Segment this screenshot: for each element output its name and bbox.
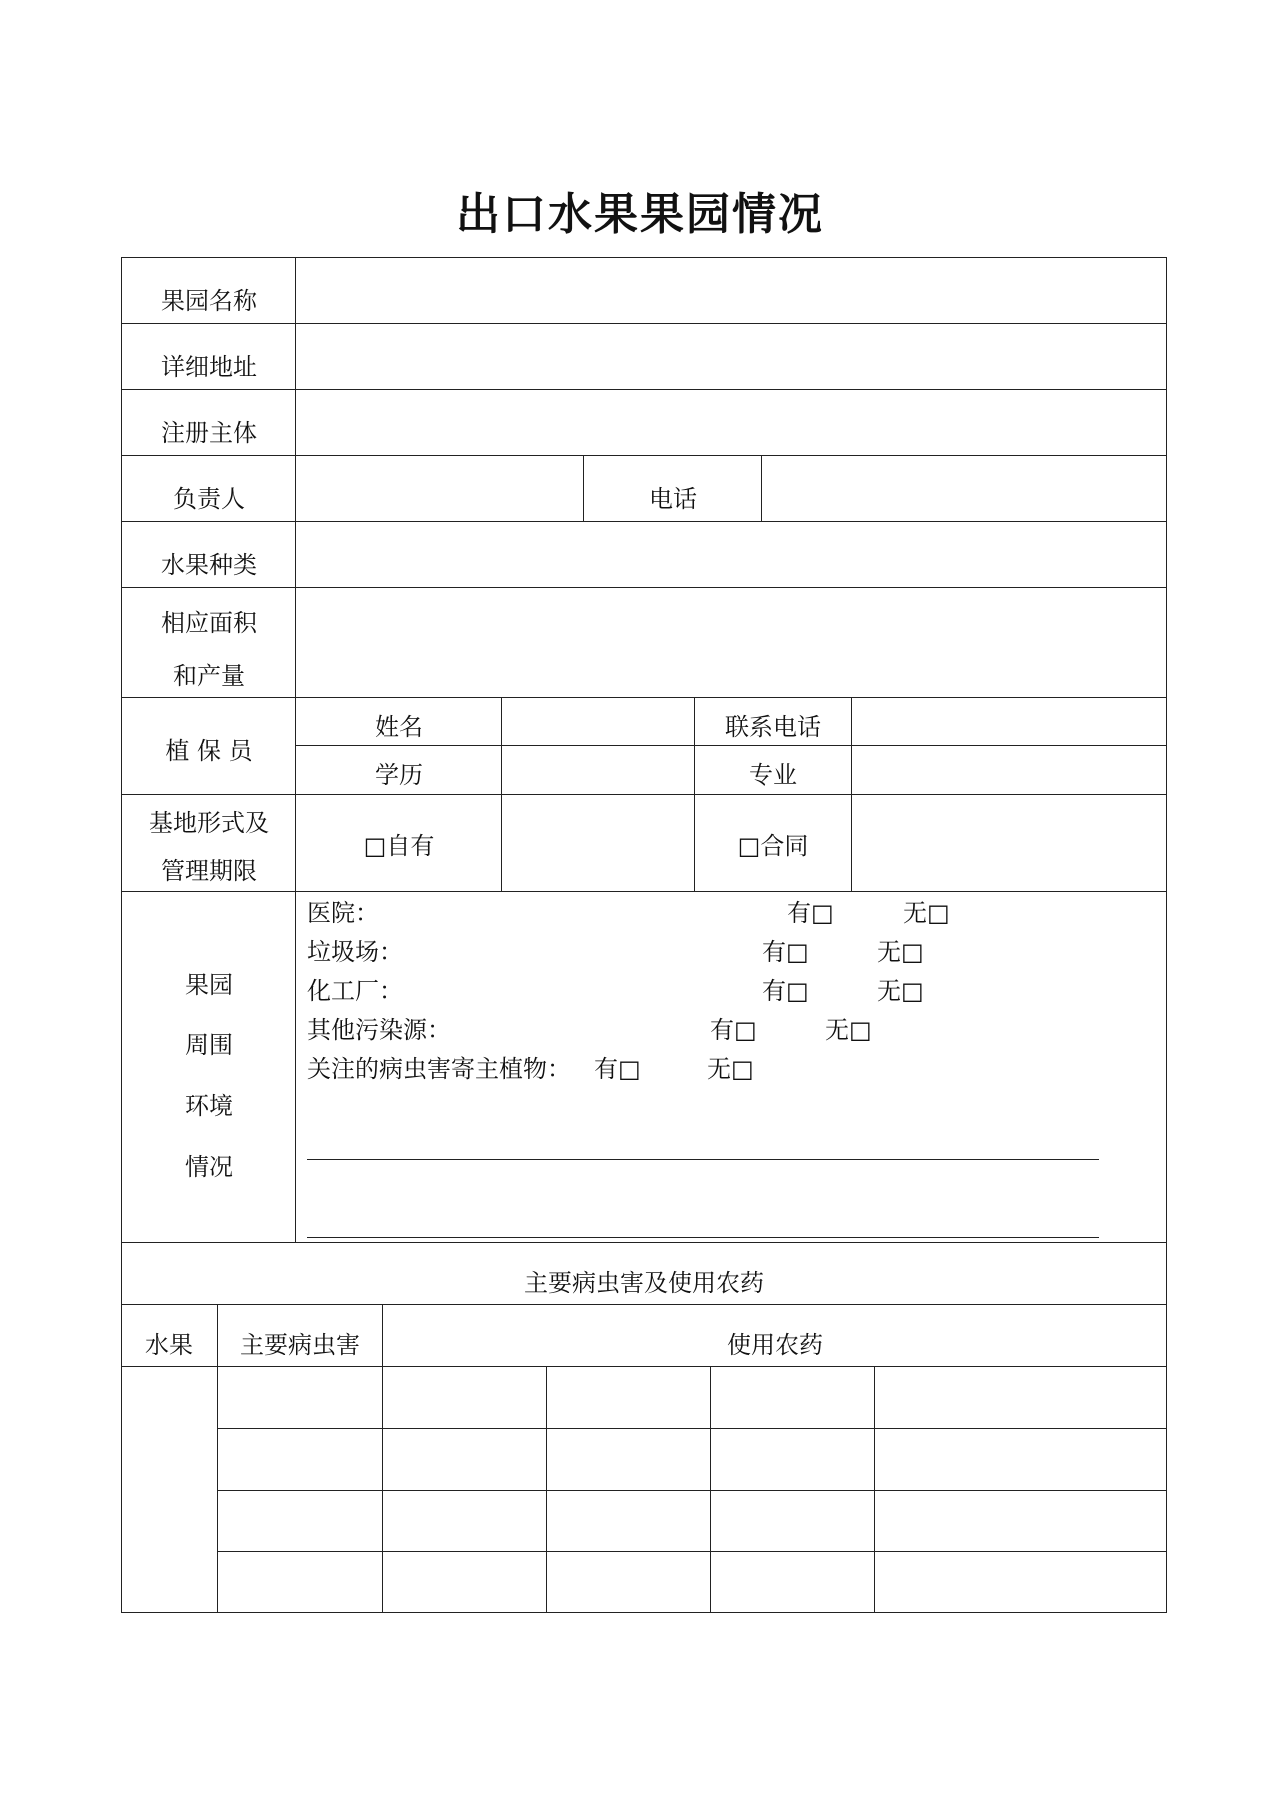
row-divider xyxy=(121,891,1167,892)
env-chemical-label: 化工厂： xyxy=(307,977,403,1005)
env-host-plant-yes[interactable]: 有□ xyxy=(594,1055,641,1083)
row-divider xyxy=(121,1242,1167,1243)
row-divider xyxy=(121,794,1167,795)
env-chemical-yes[interactable]: 有□ xyxy=(762,977,809,1005)
row-divider xyxy=(217,1490,1167,1491)
env-other-yes[interactable]: 有□ xyxy=(710,1016,757,1044)
label-area-line2: 和产量 xyxy=(173,662,245,690)
page-title: 出口水果果园情况 xyxy=(456,189,824,240)
header-fruit: 水果 xyxy=(145,1331,193,1359)
row-divider xyxy=(296,745,1167,746)
label-pp-name: 姓名 xyxy=(375,713,423,741)
label-registrant: 注册主体 xyxy=(161,419,257,447)
env-host-plant-label: 关注的病虫害寄主植物： xyxy=(307,1055,571,1083)
label-env-2: 周围 xyxy=(185,1031,233,1059)
col-divider xyxy=(295,257,296,1242)
row-divider xyxy=(121,1304,1167,1305)
label-pp-phone: 联系电话 xyxy=(725,713,821,741)
row-divider xyxy=(121,389,1167,390)
env-landfill-label: 垃圾场： xyxy=(307,938,403,966)
checkbox-contract[interactable]: □合同 xyxy=(737,832,809,860)
label-person-in-charge: 负责人 xyxy=(173,485,245,513)
env-other-no[interactable]: 无□ xyxy=(825,1016,872,1044)
col-divider xyxy=(546,1366,547,1612)
table-border-right xyxy=(1166,257,1167,1613)
env-other-label: 其他污染源： xyxy=(307,1016,451,1044)
row-divider xyxy=(121,587,1167,588)
header-main-pests: 主要病虫害 xyxy=(240,1331,360,1359)
table-border-left xyxy=(121,257,122,1613)
label-plant-protection: 植 保 员 xyxy=(165,737,253,765)
header-pesticide: 使用农药 xyxy=(727,1331,823,1359)
col-divider xyxy=(583,455,584,521)
table-border-bottom xyxy=(121,1612,1167,1613)
env-hospital-no[interactable]: 无□ xyxy=(903,899,950,927)
env-hospital-yes[interactable]: 有□ xyxy=(787,899,834,927)
col-divider xyxy=(874,1366,875,1612)
checkbox-own[interactable]: □自有 xyxy=(363,832,435,860)
env-hospital-label: 医院： xyxy=(307,899,379,927)
env-host-plant-no[interactable]: 无□ xyxy=(707,1055,754,1083)
env-landfill-no[interactable]: 无□ xyxy=(877,938,924,966)
label-pp-major: 专业 xyxy=(749,761,797,789)
env-landfill-yes[interactable]: 有□ xyxy=(762,938,809,966)
row-divider xyxy=(121,521,1167,522)
env-write-line[interactable] xyxy=(307,1237,1099,1238)
label-phone: 电话 xyxy=(649,485,697,513)
col-divider xyxy=(761,455,762,521)
label-address: 详细地址 xyxy=(161,353,257,381)
pests-section-title: 主要病虫害及使用农药 xyxy=(524,1269,764,1297)
label-orchard-name: 果园名称 xyxy=(161,287,257,315)
label-env-1: 果园 xyxy=(185,971,233,999)
col-divider xyxy=(382,1304,383,1612)
row-divider xyxy=(121,1366,1167,1367)
col-divider xyxy=(501,697,502,891)
label-env-3: 环境 xyxy=(185,1092,233,1120)
label-fruit-type: 水果种类 xyxy=(161,551,257,579)
label-env-4: 情况 xyxy=(185,1153,233,1181)
label-base-form-line2: 管理期限 xyxy=(161,857,257,885)
row-divider xyxy=(121,455,1167,456)
col-divider xyxy=(694,697,695,891)
row-divider xyxy=(121,697,1167,698)
col-divider xyxy=(710,1366,711,1612)
label-pp-education: 学历 xyxy=(375,761,423,789)
col-divider xyxy=(851,697,852,891)
label-base-form-line1: 基地形式及 xyxy=(149,809,269,837)
row-divider xyxy=(121,323,1167,324)
table-border-top xyxy=(121,257,1167,258)
row-divider xyxy=(217,1551,1167,1552)
env-write-line[interactable] xyxy=(307,1159,1099,1160)
label-area-line1: 相应面积 xyxy=(161,609,257,637)
env-chemical-no[interactable]: 无□ xyxy=(877,977,924,1005)
col-divider xyxy=(217,1304,218,1612)
row-divider xyxy=(217,1428,1167,1429)
